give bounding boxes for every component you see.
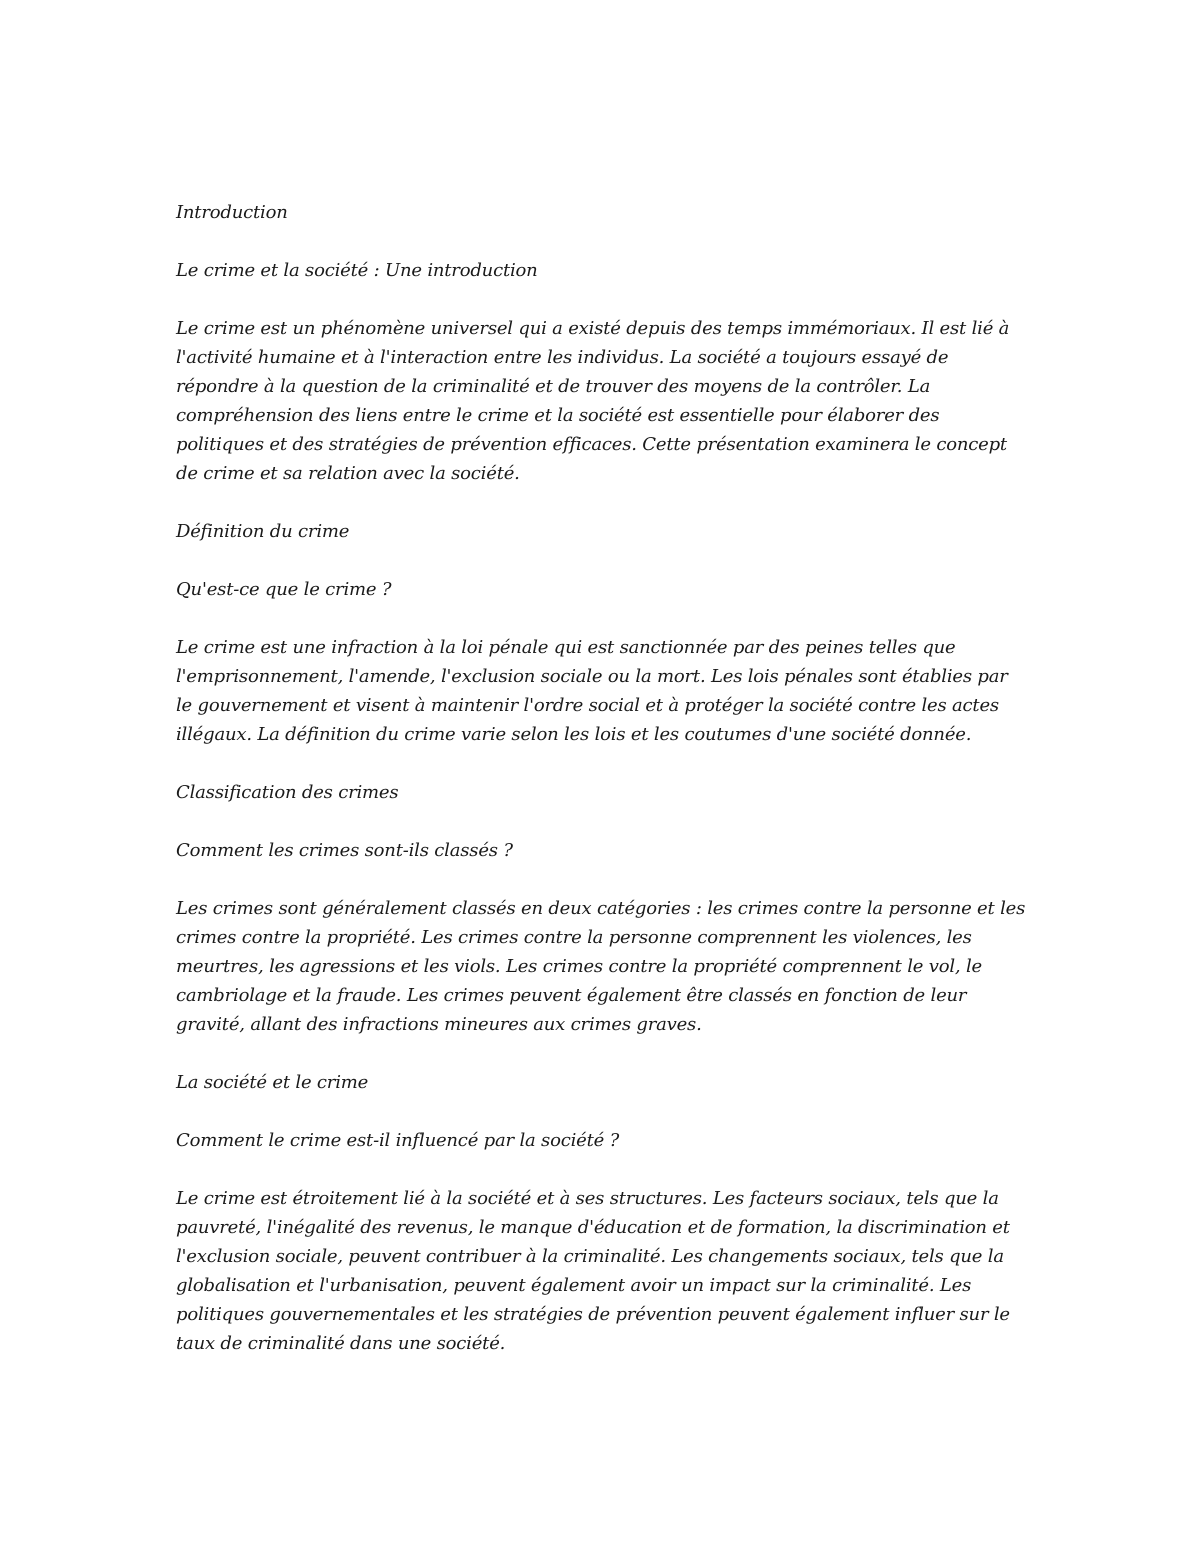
section-heading-introduction: Introduction <box>176 202 288 223</box>
section-heading-definition: Définition du crime <box>176 521 350 542</box>
section-subheading-comment-classes: Comment les crimes sont-ils classés ? <box>176 840 513 861</box>
section-heading-societe-et-crime: La société et le crime <box>176 1072 369 1093</box>
section-subheading-quest-ce-que-le-crime: Qu'est-ce que le crime ? <box>176 579 392 600</box>
section-subheading-comment-influence: Comment le crime est-il influencé par la société ? <box>176 1130 620 1151</box>
paragraph-introduction: Le crime est un phénomène universel qui a existé depuis des temps immémoriaux. Il est lié à l'activité humaine et à l'interaction entre les individus. La société a toujours essayé de répondre à la question de la criminalité et de trouver des moyens de la contrôler. La compréhension des liens entre le crime et la société est essentielle pour élaborer des politiques et des stratégies de prévention efficaces. Cette présentation examinera le concept de crime et sa relation avec la société. <box>176 318 1010 484</box>
section-subheading-le-crime-et-la-societe: Le crime et la société : Une introduction <box>176 260 538 281</box>
document-body <box>176 198 1026 1387</box>
paragraph-societe: Le crime est étroitement lié à la société et à ses structures. Les facteurs sociaux, tels que la pauvreté, l'inégalité des revenus, le manque d'éducation et de formation, la discrimination et l'exclusion sociale, peuvent contribuer à la criminalité. Les changements sociaux, tels que la globalisation et l'urbanisation, peuvent également avoir un impact sur la criminalité. Les politiques gouvernementales et les stratégies de prévention peuvent également influer sur le taux de criminalité dans une société. <box>176 1188 1010 1354</box>
paragraph-definition: Le crime est une infraction à la loi pénale qui est sanctionnée par des peines telles que l'emprisonnement, l'amende, l'exclusion sociale ou la mort. Les lois pénales sont établies par le gouvernement et visent à maintenir l'ordre social et à protéger la société contre les actes illégaux. La définition du crime varie selon les lois et les coutumes d'une société donnée. <box>176 637 1008 745</box>
section-heading-classification: Classification des crimes <box>176 782 399 803</box>
paragraph-classification: Les crimes sont généralement classés en deux catégories : les crimes contre la personne et les crimes contre la propriété. Les crimes contre la personne comprennent les violences, les meurtres, les agressions et les viols. Les crimes contre la propriété comprennent le vol, le cambriolage et la fraude. Les crimes peuvent également être classés en fonction de leur gravité, allant des infractions mineures aux crimes graves. <box>176 898 1026 1035</box>
